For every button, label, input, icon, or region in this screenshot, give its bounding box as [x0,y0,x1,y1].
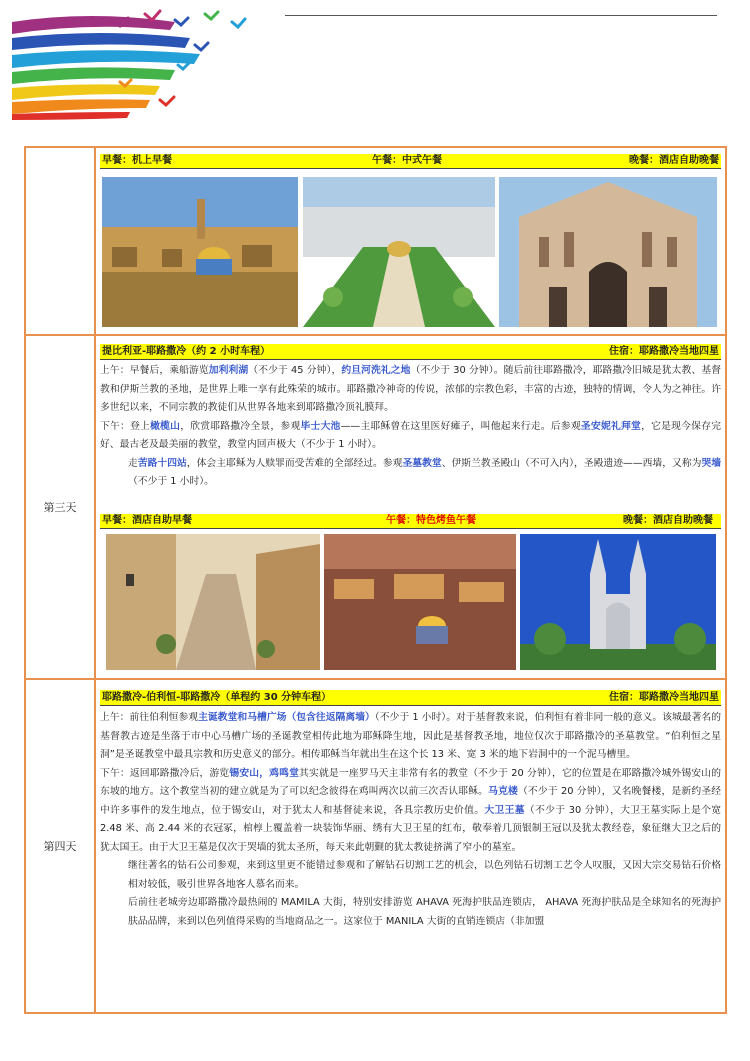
lunch-label: 午餐：中式午餐 [372,155,442,166]
poi-cenacle: 马克楼 [488,786,518,797]
day4-lodging: 住宿：耶路撒冷当地四星 [609,692,719,703]
header-decoration [0,0,750,140]
day2-continuation-row [26,148,725,334]
rainbow-birds-logo [0,0,750,140]
meal-bar [100,154,721,169]
poi-holy-sepulchre: 圣墓教堂 [402,457,442,469]
day4-morning-paragraph: 上午：前往伯利恒参观主诞教堂和马槽广场（包含往返隔离墙）（不少于 1 小时）。对于基督教来说，伯利恒有着非同一般的意义。该城最著名的基督教古迹是坐落于市中心马槽广场的圣诞教堂相传此地为耶稣降生地，因此是基督教圣地，地位仅次于耶路撒冷的圣墓教堂。“伯利恒之星洞”是圣诞教堂中最具宗教和历史意义的部分。相传耶稣当年就出生在这个长 13 米、宽 3 米的地下岩洞中的一个泥马槽里。 [100,712,722,760]
day3-row [26,336,725,678]
day3-label: 第三天 [26,336,96,678]
photo-jerusalem-night [324,534,516,670]
day4-route-title: 耶路撒冷-伯利恒-耶路撒冷（单程约 30 分钟车程） [102,692,332,703]
day3-morning-paragraph: 上午：早餐后，乘船游览加利利湖（不少于 45 分钟），约旦河洗礼之地（不少于 30 分钟）。随后前往耶路撒冷，耶路撒冷旧城是犹太教、基督教和伊斯兰教的圣地，是世界上唯一享有此殊荣的城市。耶路撒冷神奇的传说，浓郁的宗教色彩，丰富的古迹，独特的情调，令人为之神往。许多世纪以来，不同宗教的教徒们从世界各地来到耶路撒冷顶礼膜拜。 [100,365,722,413]
day4-diamond-paragraph: 继往著名的钻石公司参观，来到这里更不能错过参观和了解钻石切割工艺的机会，以色列钻石切割工艺令人叹服，又因大宗交易钻石价格相对较低，吸引世界各地客人慕名而来。 [128,860,721,890]
day4-content [100,680,721,1012]
day3-lunch: 午餐：特色烤鱼午餐 [386,515,476,526]
poi-st-anne-church: 圣安妮礼拜堂 [580,420,642,432]
day3-meal-bar [100,514,721,529]
photo-bahai-gardens [303,177,495,327]
photo-old-town-street [106,534,320,670]
header-rule [285,15,717,16]
day4-title-bar [100,690,721,706]
poi-mount-of-olives: 橄榄山 [150,420,181,432]
day4-afternoon-paragraph: 下午：返回耶路撒冷后，游览锡安山，鸡鸣堂其实就是一座罗马天主非常有名的教堂（不少于 20 分钟），它的位置是在耶路撒冷城外锡安山的东坡的地方。这个教堂当初的建立就是为了可以纪念彼得在鸡叫两次以前三次否认耶稣。马克楼（不少于 20 分钟），又名晚餐楼，是新约圣经中许多事件的发生地点，位于锡安山，对于犹太人和基督徒来说，各具宗教历史价值。大卫王墓（不少于 30 分钟），大卫王墓实际上是个宽 2.48 米、高 2.44 米的衣冠冢，棺椁上覆盖着一块装饰华丽、绣有大卫王星的红布，敬奉着几顶银制王冠以及犹太教经卷，象征继大卫之后的犹太国王。由于大卫王墓是仅次于哭墙的犹太圣所，每天来此朝觐的犹太教徒挤满了窄小的墓室。 [100,767,722,853]
photo-church-annunciation [499,177,717,327]
day-label-empty [26,148,96,334]
itinerary-table [24,146,727,1014]
day3-description [100,362,721,492]
day3-breakfast: 早餐：酒店自助早餐 [102,515,192,526]
poi-church-of-nativity: 主诞教堂和马槽广场（包含往返隔离墙） [198,712,375,723]
poi-western-wall: 哭墙 [701,457,722,469]
day4-label: 第四天 [26,680,96,1012]
day2-content [100,148,721,334]
day3-afternoon-paragraph: 下午：登上橄榄山，欣赏耶路撒冷全景，参观毕士大池——主耶稣曾在这里医好瘫子，叫他起来行走。后参观圣安妮礼拜堂，它是现今保存完好、最古老及最美丽的教堂，教堂内回声极大（不少于 1 小时）。 [100,420,722,450]
dinner-label: 晚餐：酒店自助晚餐 [629,155,719,166]
day4-mamila-paragraph: 后前往老城旁边耶路撒冷最热闹的 MAMILA 大街，特别安排游览 AHAVA 死海护肤品连锁店， AHAVA 死海护肤品是全球知名的死海护肤品品牌，来到以色列值得采购的当地商品之一。这家位于 MANILA 大街的直销连锁店（非加盟 [128,897,721,927]
poi-king-david-tomb: 大卫王墓 [484,804,525,816]
poi-sea-of-galilee: 加利利湖 [208,365,249,376]
photo-dome-of-rock [102,177,298,327]
poi-jordan-baptism-site: 约旦河洗礼之地 [341,365,411,376]
day4-description [100,709,721,931]
day3-lodging: 住宿：耶路撒冷当地四星 [609,346,719,357]
poi-mount-zion: 锡安山，鸡鸣堂 [229,767,300,779]
day3-title-bar [100,344,721,360]
day3-photo-strip [100,534,721,674]
day3-afternoon-paragraph-2: 走苦路十四站，体会主耶稣为人赎罪而受苦难的全部经过。参观圣墓教堂、伊斯兰教圣殿山（不可入内），圣殿遗迹——西墙，又称为哭墙（不少于 1 小时）。 [128,457,722,487]
day3-content [100,336,721,678]
photo-basilica [520,534,716,670]
poi-via-dolorosa: 苦路十四站 [137,457,187,469]
day3-route-title: 提比利亚-耶路撒冷（约 2 小时车程） [102,346,271,357]
breakfast-label: 早餐：机上早餐 [102,155,172,166]
day3-dinner: 晚餐：酒店自助晚餐 [623,515,713,526]
day4-row [26,680,725,1012]
poi-pool-of-bethesda: 毕士大池 [300,420,341,432]
photo-strip [100,177,721,330]
